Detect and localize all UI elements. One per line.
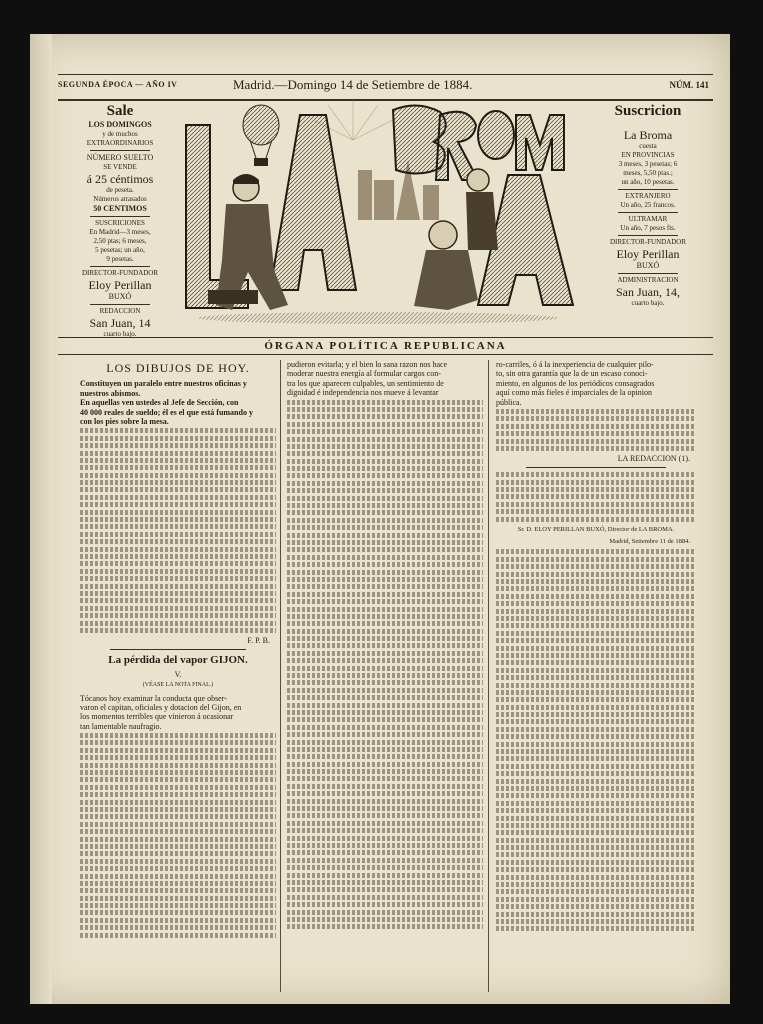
text-line: con los pies sobre la mesa. bbox=[80, 416, 169, 426]
column-2 bbox=[287, 360, 483, 996]
text-line: Tócanos hoy examinar la conducta que obser- bbox=[80, 693, 227, 703]
text-line: dignidad é independencia nos mueve á levantar bbox=[287, 388, 439, 398]
balloon-icon bbox=[243, 105, 279, 145]
text-line: varon el capitan, oficiales y dotacion del Gijon, en bbox=[80, 702, 242, 712]
address-detail: cuarto bajo. bbox=[103, 330, 137, 338]
letter-date: Madrid, Setiembre 11 de 1884. bbox=[609, 538, 690, 546]
atrasados-price: 50 CENTIMOS bbox=[93, 204, 147, 213]
text-line: ro-carriles, ó á la inexperiencia de cualquier pilo- bbox=[496, 360, 654, 369]
page-fold-shadow bbox=[30, 34, 52, 1004]
price-label: á 25 céntimos bbox=[86, 172, 154, 186]
extranjero-price: Un año, 25 francos. bbox=[620, 201, 676, 209]
address: San Juan, 14, bbox=[616, 285, 680, 299]
admin-title: ADMINISTRACION bbox=[617, 276, 679, 284]
director-title: DIRECTOR-FUNDADOR bbox=[609, 238, 687, 246]
director-surname: BUXÓ bbox=[636, 261, 660, 270]
column-rule bbox=[280, 360, 281, 992]
extra2-label: EXTRAORDINARIOS bbox=[86, 139, 154, 147]
text-line: 40 000 reales de sueldo; él es el que está fumando y bbox=[80, 407, 253, 417]
signature: F. P. B. bbox=[247, 635, 270, 645]
address-detail: cuarto bajo. bbox=[631, 299, 665, 307]
epoch-label: SEGUNDA ÉPOCA — AÑO IV bbox=[58, 80, 178, 89]
de-peseta-label: de peseta. bbox=[106, 186, 134, 194]
right-info-box bbox=[593, 102, 703, 308]
redaccion-title: REDACCION bbox=[99, 307, 141, 315]
sale-label: Sale bbox=[106, 103, 134, 119]
column-1 bbox=[80, 360, 276, 996]
extranjero-label: EXTRANJERO bbox=[625, 192, 671, 200]
days-label: LOS DOMINGOS bbox=[88, 120, 152, 129]
ultramar-label: ULTRAMAR bbox=[628, 215, 668, 223]
text-line: Constituyen un paralelo entre nuestros oficinas y bbox=[80, 379, 247, 389]
text-line: moderar nuestra energía al formular cargos con- bbox=[287, 369, 441, 379]
address: San Juan, 14 bbox=[89, 316, 151, 330]
director-surname: BUXÓ bbox=[108, 292, 132, 301]
atrasados-label: Números atrasados bbox=[93, 195, 147, 203]
dateline: Madrid.—Domingo 14 de Setiembre de 1884. bbox=[233, 77, 473, 92]
paper-name: La Broma bbox=[623, 128, 673, 142]
text-line: tan lamentable naufragio. bbox=[80, 721, 162, 731]
article-part: V. bbox=[174, 669, 182, 679]
la-broma-logo bbox=[178, 100, 583, 328]
price-line: 3 meses, 3 pesetas; 6 bbox=[618, 160, 678, 168]
text-line: aquí como más fieles é imparciales de la opinion bbox=[496, 388, 652, 398]
director-name: Eloy Perillan bbox=[88, 278, 152, 292]
suscricion-title: Suscricion bbox=[614, 103, 682, 119]
text-line: los momentos terribles que vinieron á ocasionar bbox=[80, 712, 234, 722]
director-title: DIRECTOR-FUNDADOR bbox=[81, 269, 159, 277]
numero-label: NÚMERO SUELTO bbox=[86, 153, 154, 162]
text-line: En aquellas ven ustedes al Jefe de Sección, con bbox=[80, 398, 239, 408]
issue-number: NÚM. 141 bbox=[669, 80, 709, 90]
se-vende-label: SE VENDE bbox=[103, 163, 137, 171]
letter-heading: Sr. D. ELOY PERILLAN BUXÓ, Director de LA BROMA. bbox=[517, 525, 675, 533]
price-line: un año, 10 pesetas. bbox=[621, 178, 675, 186]
left-info-box bbox=[68, 102, 172, 339]
text-line: miento, en algunos de los periódicos consagrados bbox=[496, 378, 655, 388]
section-heading: LOS DIBUJOS DE HOY. bbox=[106, 361, 250, 375]
cuesta-label: cuesta bbox=[639, 142, 657, 150]
extra-label: y de muchos bbox=[102, 130, 138, 138]
text-line: pública. bbox=[496, 397, 522, 407]
subs-line: 2,50 ptas; 6 meses, bbox=[93, 237, 147, 245]
text-line: to, sin otra garantía que la de un escaso conoci- bbox=[496, 369, 648, 379]
subs-line: En Madrid—3 meses, bbox=[89, 228, 151, 236]
header-rule bbox=[58, 74, 713, 101]
signature: LA REDACCION (1). bbox=[617, 453, 690, 463]
director-name: Eloy Perillan bbox=[616, 247, 680, 261]
text-line: tra los que aparecen culpables, un sentimiento de bbox=[287, 378, 444, 388]
ultramar-price: Un año, 7 pesos fts. bbox=[620, 224, 676, 232]
text-line: nuestros abismos. bbox=[80, 388, 141, 398]
provinces-label: EN PROVINCIAS bbox=[621, 151, 675, 159]
text-line: pudieron evitarla; y el bien lo sana razon nos hace bbox=[287, 360, 448, 369]
article-title: La pérdida del vapor GIJON. bbox=[108, 654, 248, 667]
subs-line: 5 pesetas; un año, bbox=[95, 246, 145, 254]
masthead-subtitle: ÓRGANA POLÍTICA REPUBLICANA bbox=[58, 337, 713, 355]
article-note: (VÉASE LA NOTA FINAL.) bbox=[142, 682, 214, 689]
column-3 bbox=[496, 360, 696, 996]
subs-line: 9 pesetas. bbox=[106, 255, 134, 263]
subs-title: SUSCRICIONES bbox=[95, 219, 145, 227]
column-rule bbox=[488, 360, 489, 992]
masthead-illustration bbox=[178, 100, 583, 328]
price-line: meses, 5,50 ptas.; bbox=[623, 169, 673, 177]
